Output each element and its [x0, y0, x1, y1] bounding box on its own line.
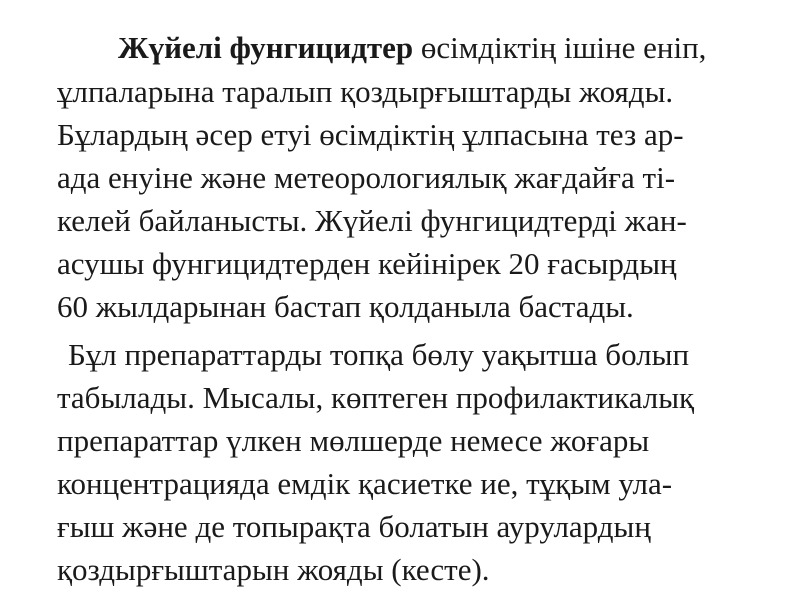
paragraph-1-line-4: ада енуіне және метеорологиялық жағдайға ті-	[57, 160, 676, 195]
paragraph-2-line-2: табылады. Мысалы, көптеген профилактикалық	[57, 380, 695, 415]
paragraph-2-line-3: препараттар үлкен мөлшерде немесе жоғары	[57, 423, 650, 458]
paragraph-2-line-6: қоздырғыштарын жояды (кесте).	[57, 552, 490, 587]
line-text: өсімдіктің ішіне еніп,	[420, 30, 707, 65]
paragraph-1-line-3: Бұлардың әсер етуі өсімдіктің ұлпасына тез ар-	[57, 117, 684, 152]
bold-term: Жүйелі фунгицидтер	[118, 30, 414, 65]
paragraph-1-line-7: 60 жылдарынан бастап қолданыла бастады.	[57, 289, 634, 324]
paragraph-1-line-1	[118, 26, 706, 70]
paragraph-2-line-1: Бұл препараттарды топқа бөлу уақытша болып	[68, 337, 690, 372]
paragraph-1-line-6: асушы фунгицидтерден кейінірек 20 ғасырдың	[57, 246, 677, 281]
paragraph-1-line-5: келей байланысты. Жүйелі фунгицидтерді жан-	[57, 203, 687, 238]
paragraph-2-line-5: ғыш және де топырақта болатын аурулардың	[57, 509, 651, 544]
paragraph-2-line-4: концентрацияда емдік қасиетке ие, тұқым ула-	[57, 466, 673, 501]
paragraph-1-line-2: ұлпаларына таралып қоздырғыштарды жояды.	[57, 74, 674, 109]
